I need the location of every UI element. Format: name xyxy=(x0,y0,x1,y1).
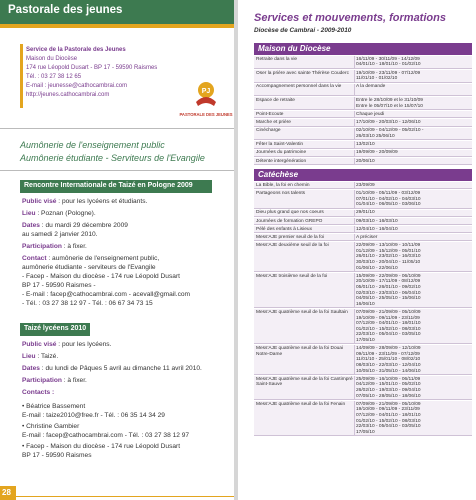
svg-text:PJ: PJ xyxy=(201,88,211,95)
section-title: Pastorale des jeunes xyxy=(8,4,123,16)
column-separator xyxy=(354,218,355,224)
column-separator xyxy=(354,226,355,232)
left-page xyxy=(0,0,234,500)
column-separator xyxy=(354,158,355,164)
table-header-maison xyxy=(254,43,472,55)
row-dates: Entre le 28/10/09 et le 31/10/09 xyxy=(356,98,423,104)
row-dates: 20/06/10 xyxy=(356,158,375,164)
table-row xyxy=(254,84,472,97)
event-dates-2: au samedi 2 janvier 2010. xyxy=(22,231,98,238)
row-dates: 07/12/09 - 04/01/10 - 18/01/10 xyxy=(356,413,421,418)
column-separator xyxy=(354,119,355,125)
event-contact-line: - Facep - Maison du diocèse - 174 rue Léopold Dusart xyxy=(22,273,180,280)
row-dates: 01/10/09 - 05/11/09 - 03/12/09 xyxy=(356,190,421,196)
event-contact-line: • Béatrice Bassement xyxy=(22,403,86,410)
row-dates: 02/10/09 - 04/12/09 - 05/02/10 - xyxy=(356,128,424,134)
contact-address: 174 rue Léopold Dusart - BP 17 - 59590 Raismes xyxy=(26,65,158,71)
event-contact-line: aumônerie étudiante - serviteurs de l'Evangile xyxy=(22,264,156,271)
column-separator xyxy=(354,141,355,147)
column-separator xyxy=(354,273,355,307)
contact-accent-bar xyxy=(20,44,23,108)
row-label: Mess'AJE quatrième seuil de la foi Fenain xyxy=(256,401,346,407)
row-dates: 22/03/10 - 05/04/10 - 03/05/10 xyxy=(356,424,421,430)
contact-line: Maison du Diocèse xyxy=(26,56,78,62)
table-row xyxy=(254,234,472,241)
event-contact-line: BP 17 - 59590 Raismes - xyxy=(22,282,96,289)
row-dates: 10/05/10 - 31/05/10 - 14/06/10 xyxy=(356,368,421,374)
row-label: Fêter la Saint-Valentin xyxy=(256,142,304,148)
row-dates: 26/01/10 - 23/02/10 - 16/03/10 xyxy=(356,254,421,260)
column-separator xyxy=(354,401,355,435)
event-contact-line: • Christine Gambier xyxy=(22,423,80,430)
row-dates: Entre le 05/07/10 et le 15/07/10 xyxy=(356,103,423,109)
table-row xyxy=(254,111,472,118)
row-dates: 12/04/10 - 16/04/10 xyxy=(356,226,398,232)
row-label: Mess'AJE premier seuil de la foi xyxy=(256,234,325,240)
page-number-badge xyxy=(0,486,16,500)
row-dates: 23/09/09 xyxy=(356,182,375,188)
column-separator xyxy=(354,97,355,109)
row-label: Mess'AJE quatrième seuil de la foi Douai Notre-Dame xyxy=(256,346,344,357)
table-row xyxy=(254,150,472,157)
event-participation: Participation : à fixer. xyxy=(22,377,87,384)
row-dates: 07/01/10 - 04/02/10 - 04/03/10 xyxy=(356,196,421,202)
table-row xyxy=(254,158,472,165)
table-row xyxy=(254,56,472,69)
row-label: Pélé des enfants à Lisieux xyxy=(256,226,313,232)
right-page xyxy=(238,0,476,500)
event-dates: Dates : du mardi 29 décembre 2009 xyxy=(22,222,128,229)
table-row xyxy=(254,218,472,225)
row-dates: A préciser xyxy=(356,234,378,240)
event-contact-line: BP 17 - 59590 Raismes xyxy=(22,452,92,459)
event-contact-email[interactable]: E-mail : taize2010@free.fr - Tél. : 06 35 14 34 29 xyxy=(22,412,165,419)
event-contacts-heading: Contacts : xyxy=(22,389,55,396)
row-dates: Chaque jeudi xyxy=(356,111,385,117)
row-label: Marche et prière xyxy=(256,120,291,126)
table-row xyxy=(254,128,472,141)
page-title: Services et mouvements, formations xyxy=(254,12,446,24)
row-dates: 09/03/10 - 16/03/10 xyxy=(356,218,398,224)
column-separator xyxy=(354,234,355,240)
row-dates: 01/02/10 - 15/02/10 - 08/03/10 xyxy=(356,418,421,424)
row-label: Cinécharge xyxy=(256,128,281,134)
column-separator xyxy=(354,376,355,399)
row-dates: 01/04/10 - 06/05/10 - 03/06/10 xyxy=(356,202,421,208)
divider xyxy=(0,128,234,129)
table-row xyxy=(254,70,472,83)
row-dates: 14/09/09 - 28/09/09 - 12/10/09 xyxy=(356,346,421,352)
table-row xyxy=(254,190,472,208)
table-row xyxy=(254,242,472,272)
row-dates: 09/11/09 - 23/11/09 - 07/12/09 xyxy=(356,351,420,357)
row-dates: 01/02/10 - 15/02/10 - 08/03/10 xyxy=(356,326,421,332)
event-lieu: Lieu : Taizé. xyxy=(22,353,59,360)
row-label: Point-Ecoute xyxy=(256,111,284,117)
row-dates: 11/01/10 - 25/01/10 - 08/02/10 xyxy=(356,357,421,363)
contact-email-link[interactable]: E-mail : jeunesse@cathocambrai.com xyxy=(26,83,128,89)
column-separator xyxy=(354,210,355,216)
row-dates: 02/03/10 - 23/03/10 - 06/04/10 xyxy=(356,290,421,296)
aumonerie-subheading: Aumônerie étudiante - Serviteurs de l'Evangile xyxy=(20,153,205,163)
event-dates: Dates : du lundi de Pâques 5 avril au dimanche 11 avril 2010. xyxy=(22,365,202,372)
event-public: Public visé : pour les lycéens et étudiants. xyxy=(22,198,148,205)
table-row xyxy=(254,141,472,148)
table-row xyxy=(254,97,472,110)
column-separator xyxy=(354,182,355,188)
row-label: Retraite dans la vie xyxy=(256,56,298,62)
row-dates: 29/01/10 xyxy=(356,210,375,216)
row-dates: 20/10/09 - 17/11/09 - 08/12/09 xyxy=(356,279,421,285)
row-dates: 07/05/10 - 28/05/10 - 18/06/10 xyxy=(356,393,421,399)
column-separator xyxy=(354,128,355,140)
row-dates: 07/09/09 - 21/09/09 - 05/10/09 xyxy=(356,401,421,407)
column-separator xyxy=(354,111,355,117)
row-dates: 04/05/10 - 25/05/10 - 15/06/10 xyxy=(356,296,421,302)
row-label: Mess'AJE deuxième seuil de la foi xyxy=(256,243,329,249)
page-number: 28 xyxy=(2,488,11,497)
aumonerie-heading: Aumônerie de l'enseignement public xyxy=(20,140,165,150)
row-dates: 30/03/10 - 20/04/10 - 11/05/10 xyxy=(356,259,421,265)
table-header-catechese xyxy=(254,169,472,181)
row-dates: 08/03/10 - 22/03/10 - 12/04/10 xyxy=(356,362,421,368)
row-dates: 26/03/10 25/06/10 xyxy=(356,133,395,139)
header-stripe xyxy=(0,24,234,28)
event-contact-email[interactable]: E-mail : facep@cathocambrai.com - Tél. : 03 27 38 12 97 xyxy=(22,432,190,439)
event-title: Taizé lycéens 2010 xyxy=(24,325,87,332)
row-label: Mess'AJE troisième seuil de la foi xyxy=(256,273,328,279)
page-subtitle: Diocèse de Cambrai - 2009-2010 xyxy=(254,27,352,34)
column-separator xyxy=(354,190,355,207)
table-row xyxy=(254,182,472,189)
row-dates: 16/11/09 - 30/11/09 - 14/12/09 xyxy=(356,56,420,62)
column-separator xyxy=(354,84,355,96)
column-separator xyxy=(354,150,355,156)
row-dates: 22/03/10 - 05/04/10 - 03/05/10 xyxy=(356,332,421,338)
row-dates: 04/12/09 - 15/01/10 - 05/02/10 xyxy=(356,382,421,388)
row-label: La Bible, la foi en chemin xyxy=(256,182,310,188)
row-dates: 05/01/10 - 26/01/10 - 09/02/10 xyxy=(356,285,421,290)
row-label: Détente intergénération xyxy=(256,158,307,164)
row-dates: 11/01/10 - 01/02/10 xyxy=(356,76,398,82)
table-row xyxy=(254,401,472,436)
row-label: Mess'AJE quatrième seuil de la foi Saultain xyxy=(256,309,348,315)
row-dates: 01/06/10 - 22/06/10 xyxy=(356,265,398,271)
table-row xyxy=(254,119,472,126)
event-title-bar xyxy=(20,323,90,336)
event-contact: Contact : aumônerie de l'enseignement public, xyxy=(22,255,160,262)
table-row xyxy=(254,226,472,233)
column-separator xyxy=(354,70,355,82)
table-row xyxy=(254,273,472,308)
section-header xyxy=(0,0,234,24)
event-contact-email[interactable]: - E-mail : facep@cathocambrai.com - acevall@gmail.com xyxy=(22,291,191,298)
row-dates: 07/12/09 - 04/01/10 - 18/01/10 xyxy=(356,321,421,327)
row-label: Espace de retraite xyxy=(256,98,295,104)
row-dates: 19/10/09 - 09/11/09 - 23/11/09 xyxy=(356,407,420,413)
column-separator xyxy=(354,309,355,343)
row-dates: 16/06/10 xyxy=(356,301,375,307)
row-dates: 19/10/09 - 09/11/09 - 23/11/09 xyxy=(356,315,420,321)
row-dates: 07/09/09 - 21/09/09 - 05/10/09 xyxy=(356,309,421,315)
event-public: Public visé : pour les lycéens. xyxy=(22,341,112,348)
column-separator xyxy=(354,345,355,374)
row-dates: 26/02/10 - 19/03/10 - 09/04/10 xyxy=(356,388,421,393)
row-dates: 17/05/10 xyxy=(356,429,375,435)
table-header-label: Maison du Diocèse xyxy=(258,44,331,53)
row-dates: 04/01/10 - 18/01/10 - 01/02/10 xyxy=(356,62,421,68)
divider xyxy=(0,170,234,171)
row-dates: 17/05/10 xyxy=(356,337,375,343)
row-label: Journées de formation GREPO xyxy=(256,218,323,224)
contact-org: Service de la Pastorale des Jeunes xyxy=(26,47,126,53)
logo-text: PASTORALE DES JEUNES xyxy=(179,112,233,117)
table-row xyxy=(254,345,472,375)
event-participation: Participation : à fixer. xyxy=(22,243,87,250)
row-dates: 13/02/10 xyxy=(356,142,375,148)
event-title-bar xyxy=(20,180,212,193)
column-separator xyxy=(354,56,355,68)
row-label: Oser la prière avec sainte Thérèse Couderc xyxy=(256,70,349,76)
row-dates: A la demande xyxy=(356,84,386,90)
row-dates: 19/09/09 - 20/09/09 xyxy=(356,150,398,156)
event-title: Rencontre Internationale de Taizé en Pologne 2009 xyxy=(24,182,193,189)
row-dates: 25/09/09 - 16/10/09 - 06/11/09 xyxy=(356,376,421,382)
row-dates: 15/09/09 - 22/09/09 - 06/10/09 xyxy=(356,273,421,279)
row-dates: 19/10/09 - 23/11/09 - 07/12/09 xyxy=(356,70,421,76)
contact-phone: Tél. : 03 27 38 12 65 xyxy=(26,74,82,80)
event-contact-phone: - Tél. : 03 27 38 12 97 - Tél. : 06 67 34 73 15 xyxy=(22,300,153,307)
row-dates: 22/09/09 - 13/10/09 - 10/11/09 xyxy=(356,243,421,249)
event-contact-line: • Facep - Maison du diocèse - 174 rue Léopold Dusart xyxy=(22,443,181,450)
row-dates: 01/12/09 - 15/12/09 - 05/01/10 xyxy=(356,248,421,254)
pastorale-jeunes-logo xyxy=(179,80,233,122)
column-separator xyxy=(354,242,355,271)
row-label: Mess'AJE quatrième seuil de la foi Cantimpré Saint-Sauve xyxy=(256,376,353,388)
table-header-label: Catéchèse xyxy=(258,170,299,179)
row-label: Dieu plus grand que nos coeurs xyxy=(256,210,324,216)
table-row xyxy=(254,376,472,400)
row-label: Accompagnement personnel dans la vie xyxy=(256,84,342,90)
footer-rule xyxy=(16,496,234,497)
event-lieu: Lieu : Poznan (Pologne). xyxy=(22,210,96,217)
row-dates: 17/10/09 - 20/03/10 - 12/06/10 xyxy=(356,120,421,126)
contact-website-link[interactable]: http://jeunes.cathocambrai.com xyxy=(26,92,110,98)
row-label: Partageons nos talents xyxy=(256,190,306,196)
row-label: Journées du patrimoine xyxy=(256,150,307,156)
table-row xyxy=(254,309,472,344)
table-row xyxy=(254,210,472,217)
